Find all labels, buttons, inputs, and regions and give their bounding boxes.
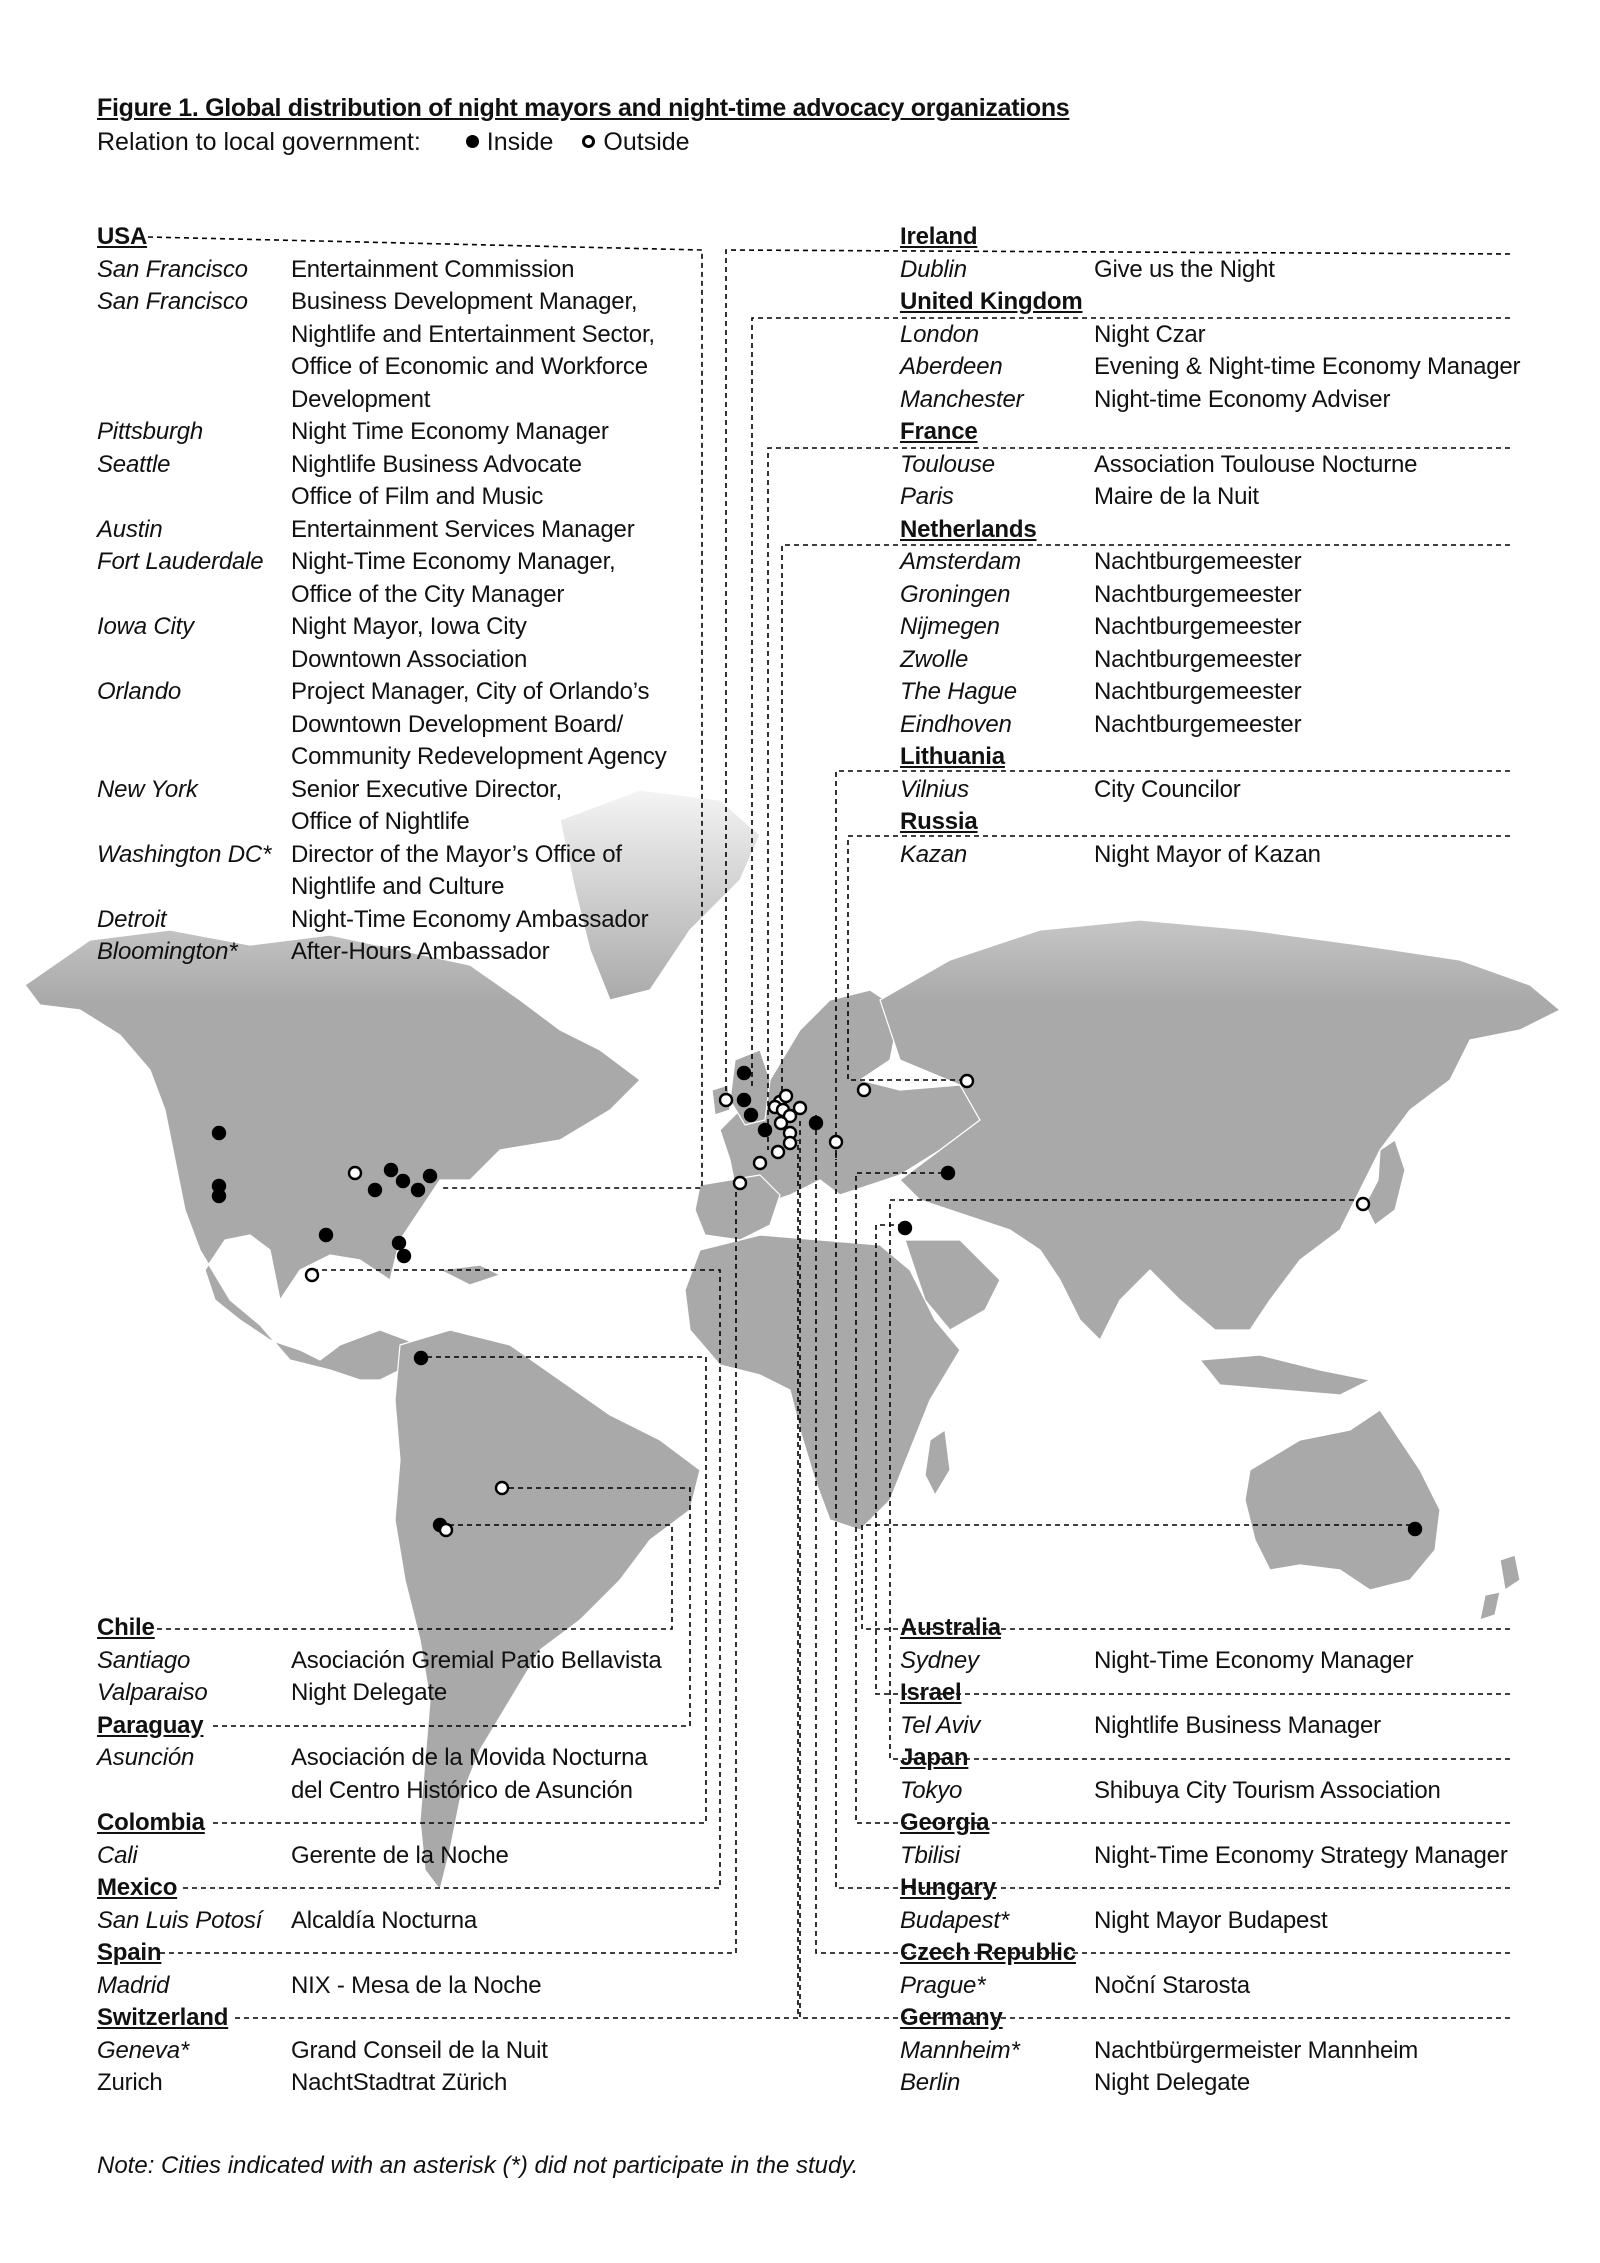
country-heading-usa: USA — [97, 223, 148, 250]
list-item — [900, 644, 1560, 677]
list-item — [97, 839, 697, 904]
city-name: Seattle — [97, 450, 171, 478]
list-item — [900, 481, 1560, 514]
marker-washington — [412, 1184, 424, 1196]
marker-berlin — [810, 1117, 822, 1129]
europe-list — [900, 221, 1560, 871]
organization-role: Alcaldía Nocturna — [291, 1906, 478, 1934]
city-name: London — [900, 320, 979, 348]
city-name: Pittsburgh — [97, 418, 204, 445]
city-name: New York — [97, 775, 198, 803]
organization-role: Director of the Mayor’s Office of Nightlife and Culture — [291, 840, 622, 900]
city-name: Aberdeen — [900, 353, 1003, 380]
list-item — [900, 774, 1560, 807]
marker-santiago — [440, 1524, 452, 1536]
marker-seattle — [213, 1127, 225, 1139]
list-item — [97, 449, 697, 514]
list-item — [900, 709, 1560, 742]
list-item — [900, 384, 1560, 417]
city-name: Iowa City — [97, 613, 194, 640]
list-item — [97, 904, 697, 937]
city-name: Santiago — [97, 1646, 191, 1674]
list-item — [900, 2067, 1560, 2100]
list-item — [900, 1775, 1560, 1808]
list-item — [97, 1742, 697, 1807]
country-heading-hungary: Hungary — [900, 1874, 996, 1901]
list-item — [900, 839, 1560, 872]
legend-label: Relation to local government: — [97, 128, 421, 156]
organization-role: Maire de la Nuit — [1094, 483, 1259, 510]
marker-pittsburgh — [397, 1175, 409, 1187]
list-item — [900, 676, 1560, 709]
list-item — [900, 1645, 1560, 1678]
organization-role: Nachtburgemeester — [1094, 580, 1302, 608]
marker-bloomington — [369, 1184, 381, 1196]
list-item — [97, 514, 697, 547]
country-heading-russia: Russia — [900, 808, 978, 835]
organization-role: NIX - Mesa de la Noche — [291, 1971, 542, 1999]
marker-tokyo — [1357, 1198, 1369, 1210]
city-name: Zwolle — [900, 645, 969, 673]
new-zealand-shape — [1500, 1555, 1520, 1590]
marker-asuncion — [496, 1482, 508, 1494]
legend-outside-marker — [582, 135, 595, 148]
organization-role: Nachtburgemeester — [1094, 678, 1302, 705]
organization-role: Night Mayor Budapest — [1094, 1906, 1328, 1934]
city-name: Detroit — [97, 905, 167, 933]
marker-prague — [794, 1102, 806, 1114]
list-item — [900, 611, 1560, 644]
indonesia-shape — [1200, 1355, 1370, 1395]
city-name: Manchester — [900, 385, 1024, 413]
city-name: Asunción — [97, 1744, 195, 1771]
organization-role: Gerente de la Noche — [291, 1841, 509, 1869]
marker-tel-aviv — [899, 1222, 911, 1234]
country-heading-paraguay: Paraguay — [97, 1711, 204, 1739]
list-item — [900, 319, 1560, 352]
organization-role: Noční Starosta — [1094, 1971, 1250, 1999]
country-heading-israel: Israel — [900, 1679, 962, 1706]
organization-role: Nachtburgemeester — [1094, 548, 1302, 575]
legend-inside-marker — [466, 135, 479, 148]
list-item — [97, 416, 697, 449]
city-name: Washington DC* — [97, 840, 272, 868]
city-name: Bloomington* — [97, 938, 238, 965]
city-name: Vilnius — [900, 775, 969, 803]
city-name: The Hague — [900, 678, 1017, 705]
list-item — [900, 449, 1560, 482]
list-item — [900, 1970, 1560, 2003]
country-heading-georgia: Georgia — [900, 1809, 990, 1836]
list-item — [97, 936, 697, 969]
marker-madrid — [734, 1177, 746, 1189]
organization-role: Nightlife Business Advocate Office of Film and Music — [291, 450, 582, 510]
list-item — [97, 286, 697, 416]
list-item — [97, 254, 697, 287]
organization-role: Shibuya City Tourism Association — [1094, 1776, 1441, 1804]
city-name: Zurich — [97, 2069, 163, 2096]
usa-list — [97, 221, 697, 969]
australia-shape — [1245, 1410, 1440, 1590]
city-name: Dublin — [900, 255, 967, 283]
madagascar-shape — [925, 1430, 950, 1495]
organization-role: Grand Conseil de la Nuit — [291, 2036, 548, 2064]
organization-role: Asociación Gremial Patio Bellavista — [291, 1646, 662, 1674]
organization-role: Night Delegate — [291, 1679, 447, 1706]
organization-role: After-Hours Ambassador — [291, 938, 550, 965]
marker-toulouse — [754, 1157, 766, 1169]
organization-role: Nightlife Business Manager — [1094, 1711, 1381, 1739]
marker-dublin — [720, 1094, 732, 1106]
country-heading-germany: Germany — [900, 2004, 1003, 2031]
marker-san-francisco-2 — [213, 1190, 225, 1202]
country-heading-czech-republic: Czech Republic — [900, 1939, 1076, 1966]
city-name: Budapest* — [900, 1906, 1009, 1934]
city-name: Nijmegen — [900, 613, 1000, 640]
country-heading-australia: Australia — [900, 1614, 1001, 1641]
legend-inside-label: Inside — [486, 128, 554, 156]
organization-role: Night-Time Economy Manager, Office of the City Manager — [291, 548, 616, 608]
organization-role: City Councilor — [1094, 775, 1241, 803]
marker-detroit — [385, 1164, 397, 1176]
list-item — [97, 1905, 697, 1938]
list-item — [97, 676, 697, 774]
country-heading-colombia: Colombia — [97, 1809, 205, 1836]
marker-san-luis-potosi — [306, 1269, 318, 1281]
country-heading-lithuania: Lithuania — [900, 743, 1005, 770]
marker-iowa-city — [349, 1167, 361, 1179]
city-name: Valparaiso — [97, 1679, 208, 1706]
city-name: Tbilisi — [900, 1841, 960, 1869]
organization-role: Evening & Night-time Economy Manager — [1094, 353, 1521, 380]
organization-role: Nachtburgemeester — [1094, 613, 1302, 640]
marker-manchester — [738, 1094, 750, 1106]
organization-role: Night-Time Economy Strategy Manager — [1094, 1841, 1508, 1869]
marker-zurich — [784, 1137, 796, 1149]
organization-role: Association Toulouse Nocturne — [1094, 450, 1418, 478]
city-name: Orlando — [97, 678, 181, 705]
marker-geneva — [772, 1146, 784, 1158]
organization-role: Night-time Economy Adviser — [1094, 385, 1391, 413]
list-item — [97, 1840, 697, 1873]
list-item — [97, 546, 697, 611]
organization-role: Night Mayor, Iowa City Downtown Association — [291, 613, 528, 673]
marker-vilnius — [858, 1084, 870, 1096]
list-item — [97, 2035, 697, 2068]
figure-title: Figure 1. Global distribution of night mayors and night-time advocacy organizations — [97, 94, 1070, 122]
organization-role: Project Manager, City of Orlando’s Downtown Development Board/ Community Redevelopment Agency — [291, 678, 667, 770]
organization-role: Night Mayor of Kazan — [1094, 840, 1321, 868]
organization-role: Entertainment Services Manager — [291, 515, 635, 543]
legend — [97, 128, 690, 157]
marker-aberdeen — [738, 1067, 750, 1079]
marker-london — [745, 1109, 757, 1121]
country-heading-switzerland: Switzerland — [97, 2004, 229, 2031]
organization-role: Night Czar — [1094, 320, 1206, 348]
city-name: Kazan — [900, 840, 968, 868]
country-heading-france: France — [900, 418, 978, 445]
city-name: Tokyo — [900, 1776, 963, 1804]
list-item — [97, 774, 697, 839]
marker-cali — [415, 1352, 427, 1364]
list-item — [900, 1905, 1560, 1938]
organization-role: Senior Executive Director, Office of Nightlife — [291, 775, 562, 835]
city-name: Cali — [97, 1841, 138, 1869]
organization-role: Nachtbürgermeister Mannheim — [1094, 2036, 1419, 2064]
figure-note: Note: Cities indicated with an asterisk (*) did not participate in the study. — [97, 2152, 859, 2179]
list-item — [900, 2035, 1560, 2068]
country-heading-mexico: Mexico — [97, 1874, 178, 1901]
list-item — [97, 611, 697, 676]
list-item — [97, 2067, 697, 2100]
city-name: Paris — [900, 483, 954, 510]
marker-sydney — [1409, 1523, 1421, 1535]
city-name: Groningen — [900, 580, 1011, 608]
organization-role: Night-Time Economy Ambassador — [291, 905, 649, 933]
marker-paris — [759, 1124, 771, 1136]
city-name: Berlin — [900, 2069, 961, 2096]
city-name: Austin — [97, 515, 163, 543]
marker-orlando — [393, 1237, 405, 1249]
organization-role: Business Development Manager, Nightlife and Entertainment Sector, Office of Economic and Workforce Development — [291, 288, 655, 413]
country-heading-ireland: Ireland — [900, 223, 978, 250]
country-heading-chile: Chile — [97, 1614, 155, 1641]
city-name: Madrid — [97, 1971, 170, 1999]
city-name: Mannheim* — [900, 2036, 1020, 2064]
city-name: Eindhoven — [900, 710, 1012, 738]
city-name: Toulouse — [900, 450, 995, 478]
latin-america-europe-list — [97, 1612, 697, 2100]
organization-role: Entertainment Commission — [291, 255, 575, 283]
city-name: Amsterdam — [900, 548, 1021, 575]
organization-role: Asociación de la Movida Nocturna del Centro Histórico de Asunción — [291, 1744, 648, 1804]
organization-role: Nachtburgemeester — [1094, 710, 1302, 738]
list-item — [97, 1645, 697, 1678]
organization-role: Night Time Economy Manager — [291, 418, 609, 445]
legend-outside-label: Outside — [603, 128, 690, 156]
list-item — [900, 579, 1560, 612]
marker-kazan — [961, 1075, 973, 1087]
marker-new-york — [424, 1170, 436, 1182]
marker-tbilisi — [942, 1167, 954, 1179]
list-item — [97, 1970, 697, 2003]
marker-austin — [320, 1229, 332, 1241]
list-item — [900, 351, 1560, 384]
organization-role: Give us the Night — [1094, 255, 1275, 283]
country-heading-japan: Japan — [900, 1744, 969, 1771]
list-item — [900, 254, 1560, 287]
marker-groningen — [780, 1090, 792, 1102]
city-name: San Francisco — [97, 288, 248, 315]
caribbean-shape — [440, 1265, 500, 1285]
city-name: San Luis Potosí — [97, 1906, 263, 1934]
city-name: Fort Lauderdale — [97, 548, 264, 575]
organization-role: NachtStadtrat Zürich — [291, 2069, 508, 2096]
list-item — [900, 1840, 1560, 1873]
city-name: Sydney — [900, 1646, 979, 1674]
city-name: Prague* — [900, 1971, 986, 1999]
country-heading-united-kingdom: United Kingdom — [900, 288, 1083, 315]
organization-role: Night-Time Economy Manager — [1094, 1646, 1414, 1674]
organization-role: Nachtburgemeester — [1094, 645, 1302, 673]
city-name: Tel Aviv — [900, 1711, 981, 1739]
list-item — [900, 546, 1560, 579]
country-heading-spain: Spain — [97, 1939, 162, 1966]
organization-role: Night Delegate — [1094, 2069, 1250, 2096]
marker-fort-lauderdale — [398, 1250, 410, 1262]
city-name: Geneva* — [97, 2036, 189, 2064]
list-item — [900, 1710, 1560, 1743]
marker-eindhoven — [775, 1117, 787, 1129]
list-item — [97, 1677, 697, 1710]
asia-pacific-europe-list — [900, 1612, 1560, 2100]
country-heading-netherlands: Netherlands — [900, 515, 1037, 543]
city-name: San Francisco — [97, 255, 248, 283]
marker-budapest — [830, 1136, 842, 1148]
